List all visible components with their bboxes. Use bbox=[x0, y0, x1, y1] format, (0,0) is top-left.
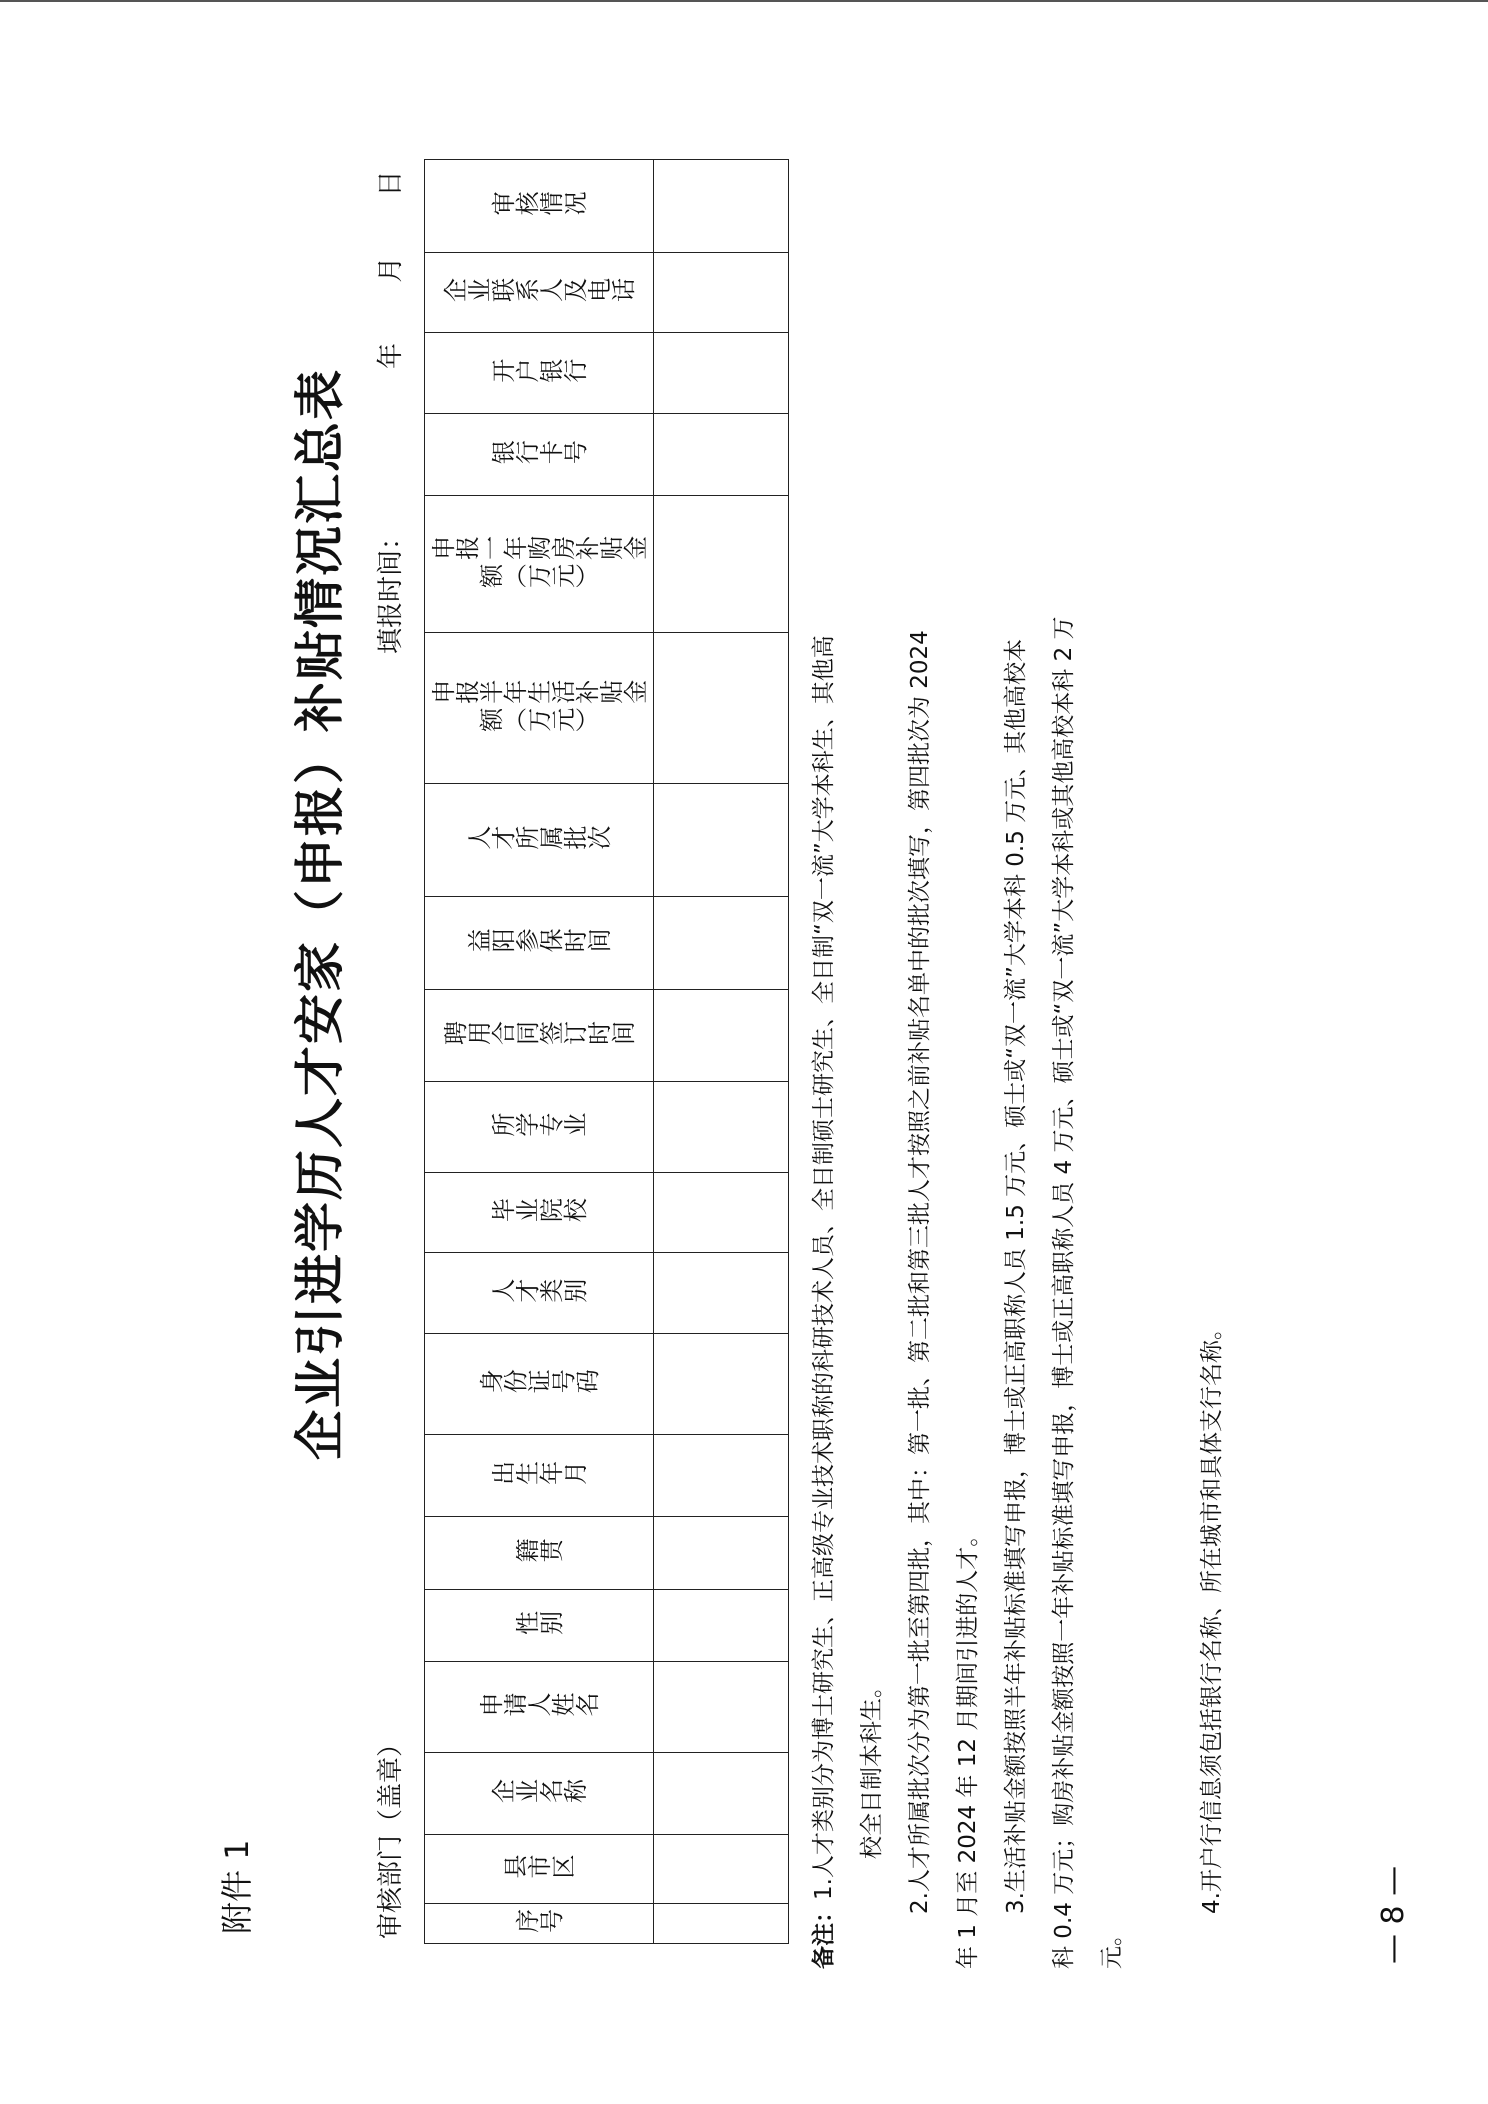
table-cell bbox=[654, 989, 789, 1082]
date-parts bbox=[370, 170, 407, 369]
header-label: 人才类别 bbox=[491, 1279, 587, 1308]
table-cell bbox=[654, 496, 789, 633]
header-label: 企业联系人及电话 bbox=[443, 278, 635, 307]
header-cell bbox=[425, 496, 654, 633]
header-cell bbox=[425, 1082, 654, 1173]
fill-date-label: 填报时间： bbox=[376, 523, 406, 654]
table-cell bbox=[654, 897, 789, 990]
page-title: 企业引进学历人才安家（申报）补贴情况汇总表 bbox=[290, 368, 349, 1460]
header-cell bbox=[425, 252, 654, 333]
header-label: 出生年月 bbox=[491, 1461, 587, 1490]
note-1-line-1: 1.人才类别分为博士研究生、正高级专业技术职称的科研技术人员、全日制硕士研究生、全日制“双一流”大学本科生、其他高 bbox=[811, 635, 837, 1900]
header-cell bbox=[425, 989, 654, 1082]
header-label: 毕业院校 bbox=[491, 1198, 587, 1227]
notes-label: 备注： bbox=[811, 1900, 837, 1969]
note-2-line-1: 2.人才所属批次分为第一批至第四批，其中：第一批、第二批和第三批人才按照之前补贴名单中的批次填写，第四批次为 2024 bbox=[907, 630, 933, 1914]
header-label: 企业名称 bbox=[491, 1779, 587, 1808]
header-cell bbox=[425, 1253, 654, 1334]
reviewing-unit-label: 审核部门（盖章） bbox=[376, 1730, 406, 1939]
header-cell bbox=[425, 1835, 654, 1903]
table-cell bbox=[654, 1835, 789, 1903]
table-cell bbox=[654, 1333, 789, 1434]
page-number: — 8 — bbox=[1376, 1865, 1411, 1964]
attachment-label: 附件 1 bbox=[218, 1839, 256, 1934]
header-label: 所学专业 bbox=[491, 1113, 587, 1142]
note-3-line-3: 元。 bbox=[1099, 1923, 1125, 1969]
header-label: 序号 bbox=[515, 1909, 563, 1938]
header-label: 性别 bbox=[515, 1611, 563, 1640]
note-3-line-1: 3.生活补贴金额按照半年补贴标准填写申报，博士或正高职称人员 1.5 万元、硕士或“双一流”大学本科 0.5 万元、其他高校本 bbox=[1003, 638, 1029, 1914]
header-label: 申报半年生活补贴金额（万元） bbox=[431, 680, 647, 737]
date-month: 月 bbox=[376, 256, 406, 283]
table-cell bbox=[654, 1752, 789, 1835]
header-label: 籍贯 bbox=[515, 1538, 563, 1567]
table-cell bbox=[654, 1903, 789, 1943]
note-1-line-2: 校全日制本科生。 bbox=[859, 1675, 885, 1859]
table-cell bbox=[654, 1434, 789, 1517]
header-cell bbox=[425, 1662, 654, 1753]
header-cell bbox=[425, 333, 654, 414]
table-cell bbox=[654, 413, 789, 496]
table-cell bbox=[654, 1172, 789, 1253]
header-label: 申报一年购房补贴金额（万元） bbox=[431, 536, 647, 593]
header-cell bbox=[425, 1333, 654, 1434]
header-label: 县市区 bbox=[503, 1855, 575, 1884]
notes-section bbox=[800, 99, 1236, 1969]
header-cell bbox=[425, 897, 654, 990]
header-cell bbox=[425, 1434, 654, 1517]
header-label: 益阳参保时间 bbox=[467, 928, 611, 957]
header-label: 审核情况 bbox=[491, 191, 587, 220]
header-cell bbox=[425, 1752, 654, 1835]
table-cell bbox=[654, 1082, 789, 1173]
date-year: 年 bbox=[376, 342, 406, 369]
table-cell bbox=[654, 1253, 789, 1334]
table-cell bbox=[654, 252, 789, 333]
header-cell bbox=[425, 160, 654, 253]
header-label: 人才所属批次 bbox=[467, 826, 611, 855]
header-cell bbox=[425, 784, 654, 897]
note-2-line-2: 年 1 月至 2024 年 12 月期间引进的人才。 bbox=[955, 1523, 981, 1969]
table-cell bbox=[654, 1589, 789, 1661]
header-cell bbox=[425, 1589, 654, 1661]
header-label: 身份证号码 bbox=[479, 1369, 599, 1398]
note-3-line-2: 科 0.4 万元；购房补贴金额按照一年补贴标准填写申报，博士或正高职称人员 4 万元、硕士或“双一流”大学本科或其他高校本科 2 万 bbox=[1051, 616, 1077, 1969]
header-label: 银行卡号 bbox=[491, 440, 587, 469]
table-cell bbox=[654, 1662, 789, 1753]
table-cell bbox=[654, 1517, 789, 1589]
header-cell bbox=[425, 1172, 654, 1253]
header-label: 聘用合同签订时间 bbox=[443, 1021, 635, 1050]
header-label: 申请人姓名 bbox=[479, 1692, 599, 1721]
table-cell bbox=[654, 784, 789, 897]
summary-table bbox=[424, 159, 789, 1944]
header-cell bbox=[425, 413, 654, 496]
header-label: 开户银行 bbox=[491, 359, 587, 388]
table-row bbox=[654, 160, 789, 1944]
header-cell bbox=[425, 633, 654, 784]
table-cell bbox=[654, 633, 789, 784]
header-cell bbox=[425, 1517, 654, 1589]
date-day: 日 bbox=[376, 170, 406, 197]
header-cell bbox=[425, 1903, 654, 1943]
note-4: 4.开户行信息须包括银行名称、所在城市和具体支行名称。 bbox=[1199, 1317, 1225, 1914]
table-cell bbox=[654, 160, 789, 253]
table-cell bbox=[654, 333, 789, 414]
table-header-row bbox=[425, 160, 654, 1944]
